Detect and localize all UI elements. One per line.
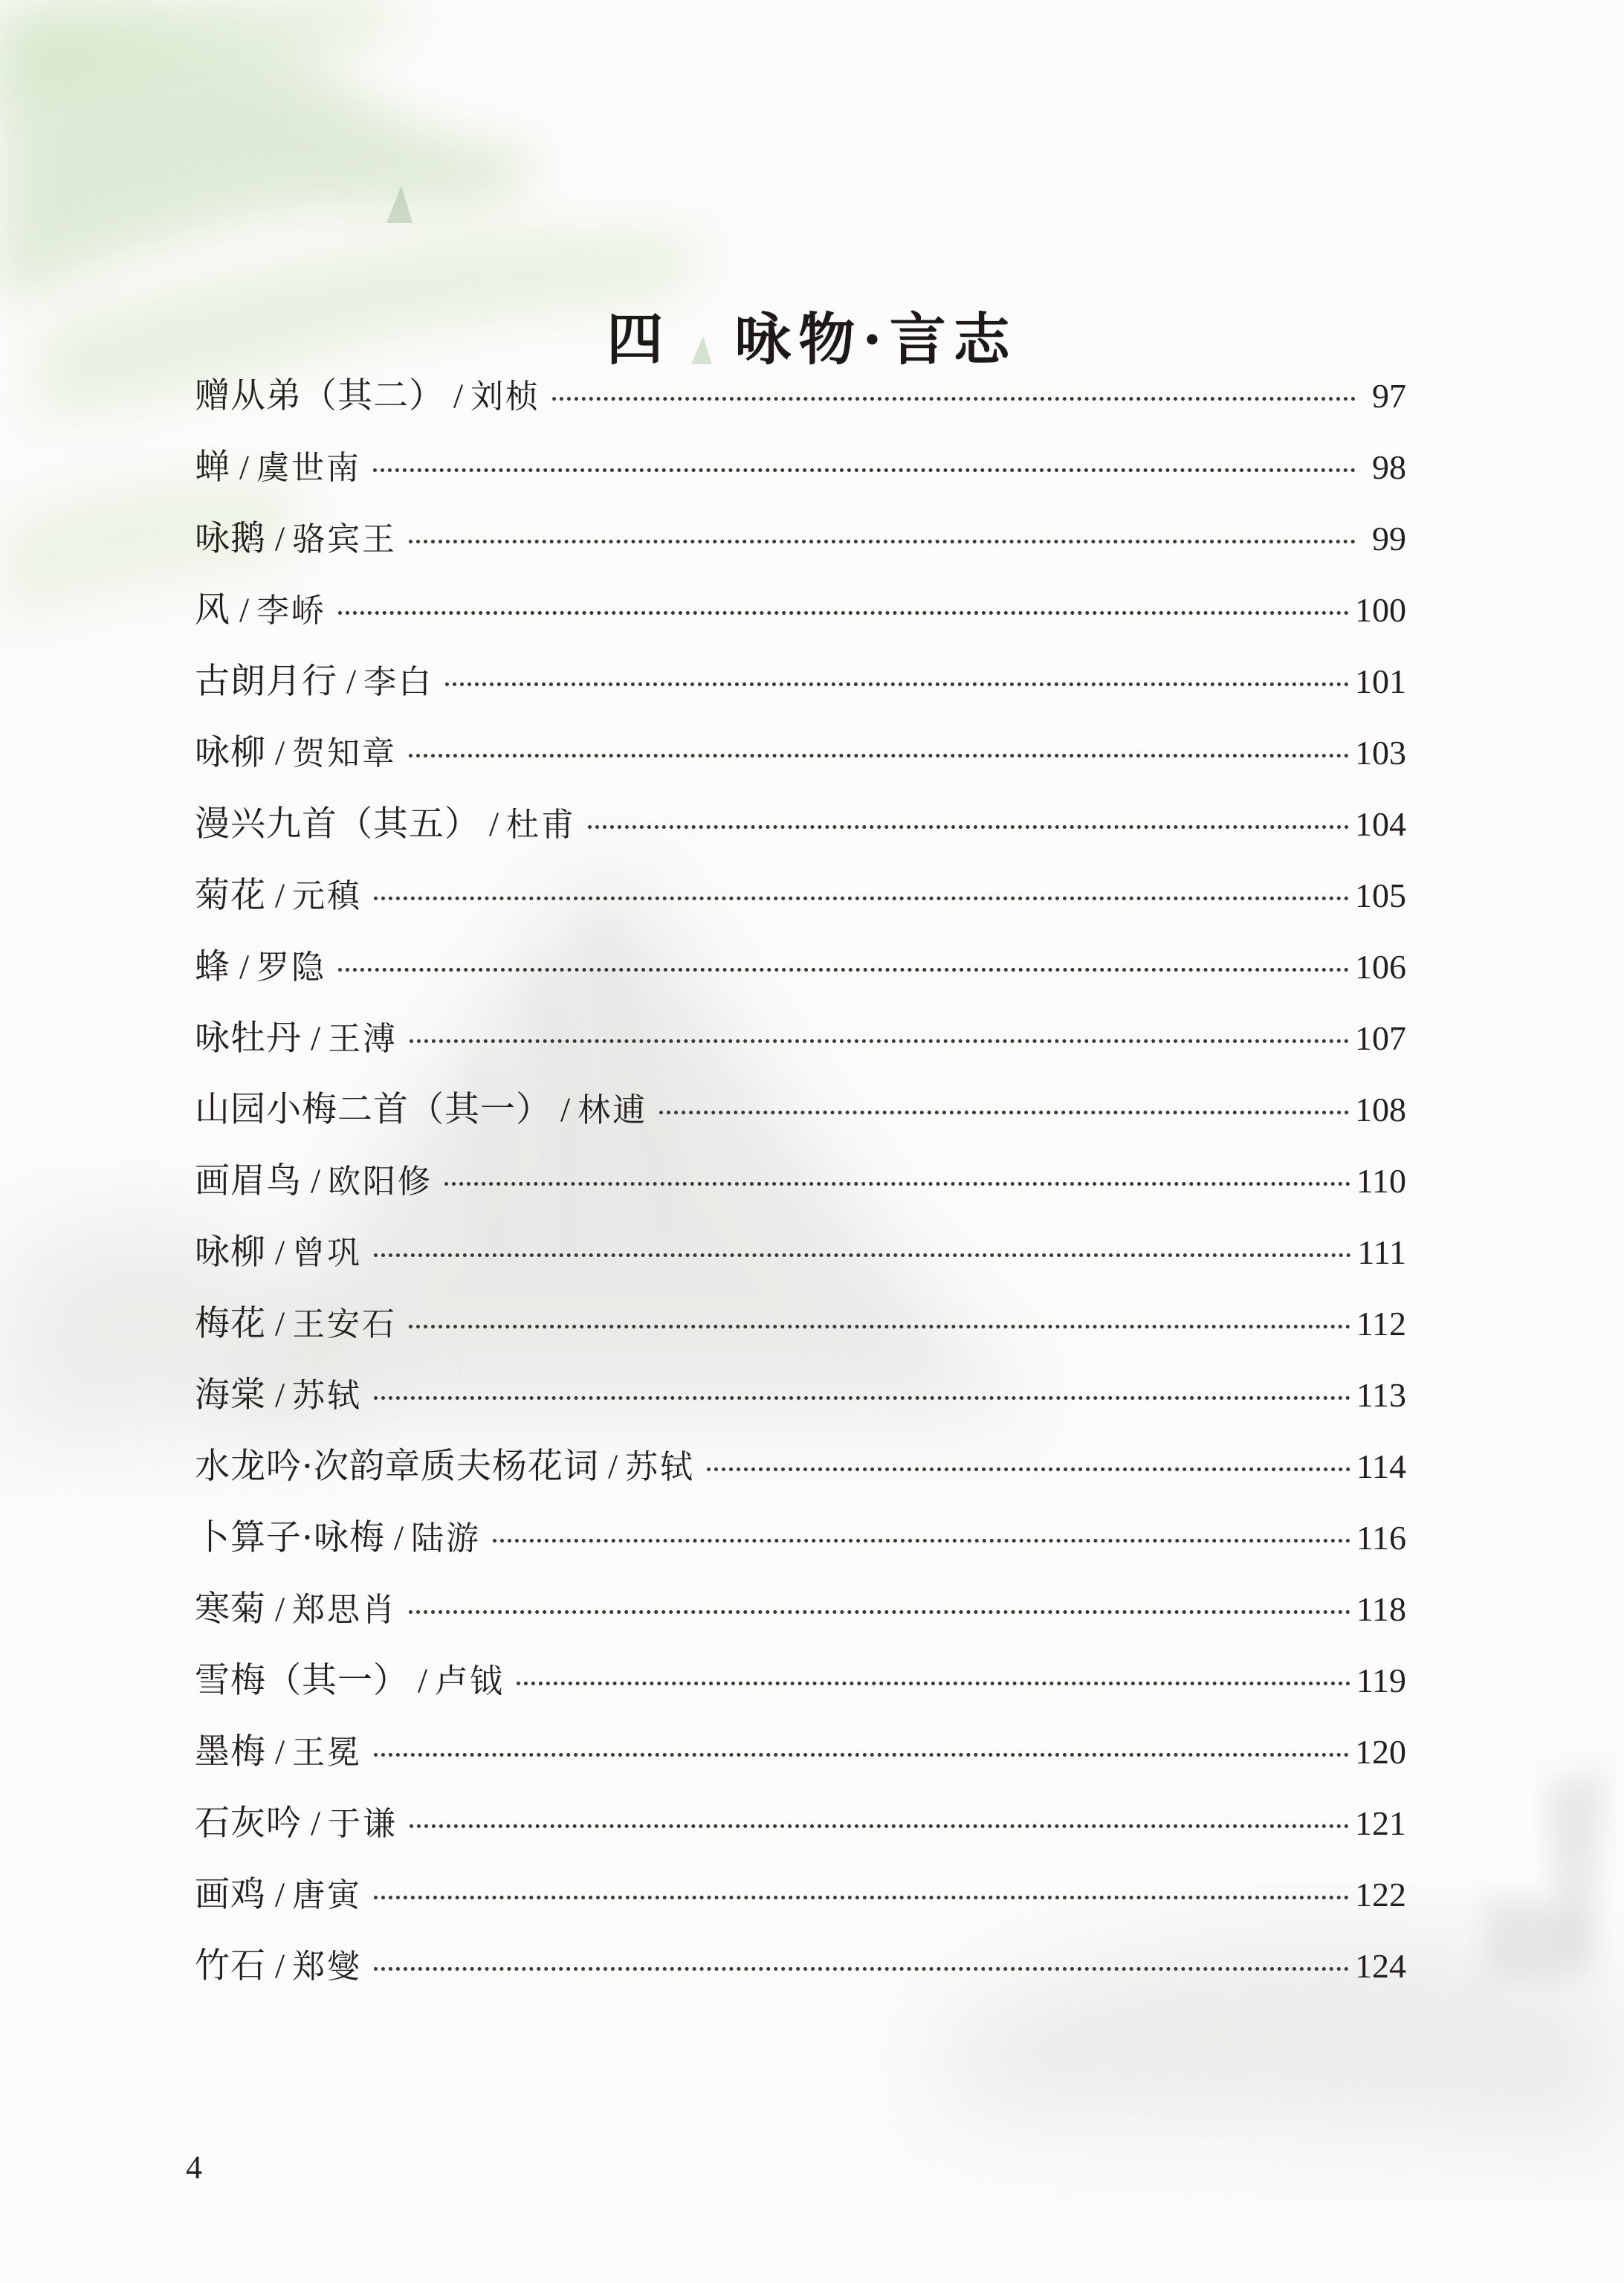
toc-entry[interactable] bbox=[195, 796, 1406, 868]
entry-page-number: 114 bbox=[1356, 1447, 1406, 1485]
entry-author: 苏轼 bbox=[625, 1448, 696, 1486]
toc-entry[interactable] bbox=[195, 511, 1406, 582]
entry-page-number: 121 bbox=[1355, 1804, 1406, 1842]
entry-separator: / bbox=[275, 1876, 285, 1914]
toc-entry[interactable] bbox=[195, 1581, 1406, 1653]
dot-leader bbox=[409, 1610, 1350, 1614]
entry-author: 李白 bbox=[363, 663, 434, 701]
entry-title: 画眉鸟 bbox=[195, 1160, 302, 1201]
entry-separator: / bbox=[275, 1376, 285, 1415]
entry-author: 杜甫 bbox=[506, 806, 577, 844]
entry-page-number: 111 bbox=[1357, 1233, 1406, 1271]
entry-separator: / bbox=[275, 734, 285, 772]
entry-title: 墨梅 bbox=[195, 1731, 266, 1772]
toc-entry[interactable] bbox=[195, 1795, 1406, 1867]
toc-entry[interactable] bbox=[195, 1153, 1406, 1224]
entry-page-number: 113 bbox=[1356, 1376, 1406, 1414]
entry-title: 菊花 bbox=[195, 875, 266, 916]
entry-author: 王冕 bbox=[292, 1734, 363, 1772]
entry-title: 咏柳 bbox=[195, 1232, 266, 1273]
entry-page-number: 105 bbox=[1355, 876, 1406, 914]
entry-title: 蝉 bbox=[195, 447, 230, 488]
toc-entry[interactable] bbox=[195, 1510, 1406, 1581]
entry-separator: / bbox=[275, 1733, 285, 1772]
entry-separator: / bbox=[311, 1162, 321, 1201]
entry-author: 唐寅 bbox=[292, 1876, 363, 1914]
toc-entry[interactable] bbox=[195, 1367, 1406, 1438]
entry-separator: / bbox=[239, 948, 250, 986]
entry-author: 曾巩 bbox=[292, 1234, 363, 1272]
dot-leader bbox=[552, 397, 1356, 401]
entry-separator: / bbox=[607, 1447, 618, 1486]
entry-separator: / bbox=[275, 1590, 285, 1629]
entry-separator: / bbox=[560, 1091, 571, 1129]
entry-separator: / bbox=[275, 876, 285, 915]
dot-leader bbox=[444, 1182, 1350, 1186]
dot-leader bbox=[374, 1253, 1351, 1257]
dot-leader bbox=[410, 1824, 1349, 1828]
dot-leader bbox=[338, 611, 1349, 615]
entry-page-number: 124 bbox=[1355, 1947, 1406, 1985]
entry-page-number: 116 bbox=[1356, 1519, 1406, 1557]
toc-entry[interactable] bbox=[195, 1010, 1406, 1082]
toc-entry[interactable] bbox=[195, 1867, 1406, 1938]
toc-entry[interactable] bbox=[195, 939, 1406, 1010]
toc-entry[interactable] bbox=[195, 439, 1406, 511]
entry-title: 风 bbox=[195, 590, 230, 630]
toc-entry[interactable] bbox=[195, 1296, 1406, 1367]
entry-author: 郑燮 bbox=[292, 1948, 363, 1986]
toc-entry[interactable] bbox=[195, 653, 1406, 725]
entry-page-number: 99 bbox=[1372, 520, 1406, 558]
toc-entry[interactable] bbox=[195, 725, 1406, 796]
dot-leader bbox=[409, 754, 1349, 758]
entry-title: 山园小梅二首（其一） bbox=[195, 1089, 551, 1130]
dot-leader bbox=[338, 968, 1349, 972]
entry-author: 罗隐 bbox=[256, 949, 327, 986]
toc-entry[interactable] bbox=[195, 1938, 1406, 2009]
entry-author: 虞世南 bbox=[256, 449, 362, 487]
dot-leader bbox=[707, 1467, 1350, 1471]
toc-entry[interactable] bbox=[195, 1224, 1406, 1296]
entry-title: 竹石 bbox=[195, 1945, 266, 1986]
entry-page-number: 118 bbox=[1356, 1590, 1406, 1628]
dot-leader bbox=[373, 468, 1356, 472]
entry-title: 咏牡丹 bbox=[195, 1018, 302, 1059]
toc-entry[interactable] bbox=[195, 1724, 1406, 1795]
toc-entry[interactable] bbox=[195, 868, 1406, 939]
dot-leader bbox=[659, 1111, 1349, 1114]
dot-leader bbox=[374, 1753, 1349, 1757]
entry-title: 石灰吟 bbox=[195, 1803, 302, 1844]
entry-title: 咏鹅 bbox=[195, 518, 266, 559]
entry-separator: / bbox=[275, 1947, 285, 1986]
entry-title: 漫兴九首（其五） bbox=[195, 804, 480, 845]
entry-title: 寒菊 bbox=[195, 1589, 266, 1630]
entry-author: 郑思肖 bbox=[292, 1591, 398, 1629]
entry-title: 赠从弟（其二） bbox=[195, 375, 444, 416]
entry-page-number: 119 bbox=[1356, 1662, 1406, 1699]
entry-author: 于谦 bbox=[328, 1805, 398, 1843]
entry-title: 梅花 bbox=[195, 1303, 266, 1344]
toc-entry[interactable] bbox=[195, 368, 1406, 439]
entry-page-number: 100 bbox=[1355, 591, 1406, 629]
entry-title: 蜂 bbox=[195, 946, 230, 987]
entry-page-number: 122 bbox=[1355, 1876, 1406, 1914]
entry-separator: / bbox=[489, 805, 499, 844]
entry-author: 欧阳修 bbox=[328, 1163, 433, 1201]
entry-page-number: 97 bbox=[1372, 377, 1406, 415]
entry-author: 贺知章 bbox=[292, 734, 398, 772]
entry-author: 王溥 bbox=[328, 1020, 398, 1058]
entry-separator: / bbox=[275, 520, 285, 558]
entry-page-number: 106 bbox=[1355, 948, 1406, 986]
entry-title: 水龙吟·次韵章质夫杨花词 bbox=[195, 1446, 599, 1487]
dot-leader bbox=[409, 540, 1356, 543]
entry-page-number: 104 bbox=[1355, 805, 1406, 843]
entry-author: 骆宾王 bbox=[292, 520, 398, 558]
toc-entry[interactable] bbox=[195, 1653, 1406, 1724]
entry-separator: / bbox=[275, 1233, 285, 1272]
entry-author: 陆游 bbox=[411, 1520, 482, 1557]
entry-author: 苏轼 bbox=[292, 1377, 363, 1415]
entry-title: 海棠 bbox=[195, 1375, 266, 1415]
dot-leader bbox=[374, 1967, 1349, 1971]
dot-leader bbox=[493, 1539, 1350, 1543]
toc-entry[interactable] bbox=[195, 1082, 1406, 1153]
entry-title: 画鸡 bbox=[195, 1874, 266, 1915]
dot-leader bbox=[410, 1039, 1349, 1043]
entry-author: 卢钺 bbox=[435, 1662, 505, 1700]
toc-entry[interactable] bbox=[195, 582, 1406, 653]
entry-author: 林逋 bbox=[578, 1091, 648, 1129]
entry-separator: / bbox=[311, 1019, 321, 1058]
entry-separator: / bbox=[275, 1305, 285, 1343]
dot-leader bbox=[409, 1325, 1350, 1328]
entry-author: 王安石 bbox=[292, 1305, 398, 1343]
entry-page-number: 101 bbox=[1355, 662, 1406, 700]
entry-page-number: 108 bbox=[1355, 1091, 1406, 1128]
entry-separator: / bbox=[239, 591, 250, 630]
entry-title: 咏柳 bbox=[195, 732, 266, 773]
entry-separator: / bbox=[393, 1519, 404, 1557]
entry-page-number: 112 bbox=[1356, 1305, 1406, 1343]
entry-page-number: 107 bbox=[1355, 1019, 1406, 1057]
entry-separator: / bbox=[418, 1662, 428, 1700]
entry-separator: / bbox=[239, 448, 250, 487]
section-title: 四 咏物·言志 bbox=[606, 306, 1018, 372]
entry-separator: / bbox=[346, 662, 357, 701]
entry-author: 李峤 bbox=[256, 592, 327, 630]
entry-author: 元稹 bbox=[292, 877, 363, 915]
entry-author: 刘桢 bbox=[470, 378, 541, 416]
entry-page-number: 110 bbox=[1356, 1162, 1406, 1200]
entry-page-number: 103 bbox=[1355, 734, 1406, 772]
dot-leader bbox=[445, 682, 1349, 686]
dot-leader bbox=[374, 897, 1349, 900]
entry-page-number: 98 bbox=[1372, 448, 1406, 486]
entry-page-number: 120 bbox=[1355, 1733, 1406, 1771]
toc-entry[interactable] bbox=[195, 1438, 1406, 1510]
dot-leader bbox=[374, 1396, 1350, 1400]
dot-leader bbox=[374, 1896, 1349, 1899]
toc-list bbox=[195, 368, 1406, 2009]
entry-separator: / bbox=[453, 377, 464, 416]
entry-separator: / bbox=[311, 1804, 321, 1843]
entry-title: 古朗月行 bbox=[195, 661, 337, 702]
dot-leader bbox=[588, 825, 1349, 829]
dot-leader bbox=[517, 1682, 1350, 1685]
entry-title: 雪梅（其一） bbox=[195, 1660, 409, 1701]
page-number: 4 bbox=[186, 2149, 202, 2186]
entry-title: 卜算子·咏梅 bbox=[195, 1517, 385, 1558]
